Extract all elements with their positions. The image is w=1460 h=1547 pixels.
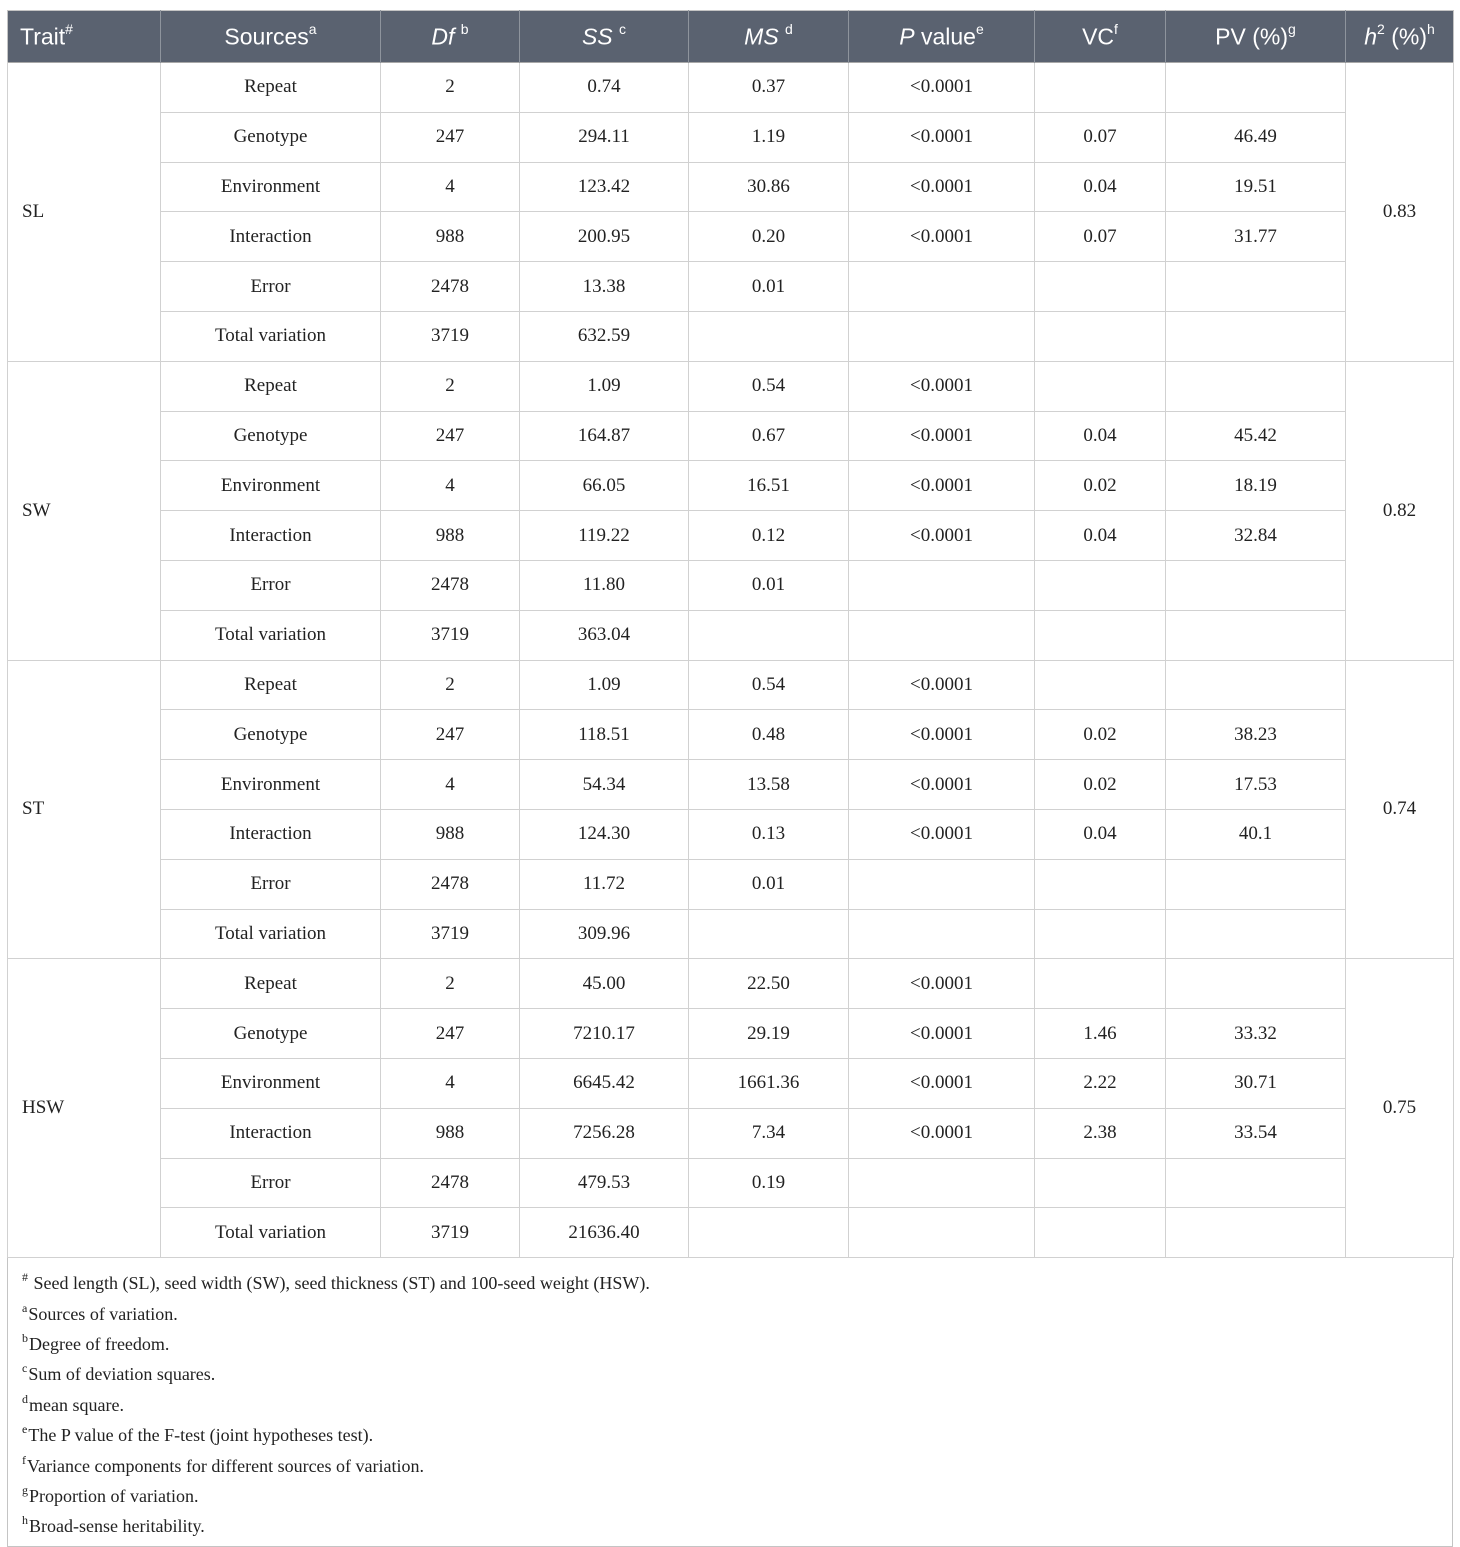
ms-cell: 0.54 bbox=[689, 660, 849, 710]
pv-cell bbox=[1166, 909, 1346, 959]
footnote-text: Sources of variation. bbox=[28, 1303, 178, 1324]
pv-cell: 46.49 bbox=[1166, 112, 1346, 162]
ss-cell: 54.34 bbox=[520, 760, 689, 810]
p-cell bbox=[849, 560, 1035, 610]
footnote bbox=[22, 1479, 1438, 1509]
footnote-mark: a bbox=[22, 1300, 28, 1315]
vc-cell: 0.04 bbox=[1035, 411, 1166, 461]
df-cell: 988 bbox=[381, 511, 520, 561]
ms-cell: 0.12 bbox=[689, 511, 849, 561]
table-row bbox=[8, 411, 1454, 461]
table-row bbox=[8, 1009, 1454, 1059]
p-cell: <0.0001 bbox=[849, 1058, 1035, 1108]
p-cell: <0.0001 bbox=[849, 212, 1035, 262]
ss-cell: 294.11 bbox=[520, 112, 689, 162]
header-trait: Trait# bbox=[8, 11, 161, 63]
df-cell: 2 bbox=[381, 660, 520, 710]
header-ss: SS $^c$ bbox=[520, 11, 689, 63]
source-cell: Interaction bbox=[161, 1108, 381, 1158]
source-cell: Repeat bbox=[161, 959, 381, 1009]
df-cell: 3719 bbox=[381, 311, 520, 361]
footnote-text: Broad-sense heritability. bbox=[29, 1516, 205, 1537]
vc-cell bbox=[1035, 1208, 1166, 1258]
source-cell: Environment bbox=[161, 1058, 381, 1108]
p-cell bbox=[849, 262, 1035, 312]
p-cell: <0.0001 bbox=[849, 1108, 1035, 1158]
ss-cell: 66.05 bbox=[520, 461, 689, 511]
footnote-text: Variance components for different sources of variation. bbox=[27, 1455, 425, 1476]
ms-cell: 29.19 bbox=[689, 1009, 849, 1059]
ss-cell: 119.22 bbox=[520, 511, 689, 561]
table-row bbox=[8, 63, 1454, 113]
vc-cell: 2.38 bbox=[1035, 1108, 1166, 1158]
footnote-mark: c bbox=[22, 1361, 28, 1376]
df-cell: 2478 bbox=[381, 560, 520, 610]
p-cell: <0.0001 bbox=[849, 511, 1035, 561]
vc-cell: 0.04 bbox=[1035, 511, 1166, 561]
p-cell: <0.0001 bbox=[849, 112, 1035, 162]
footnote bbox=[22, 1418, 1438, 1448]
vc-cell: 2.22 bbox=[1035, 1058, 1166, 1108]
df-cell: 247 bbox=[381, 112, 520, 162]
p-cell bbox=[849, 909, 1035, 959]
source-cell: Environment bbox=[161, 162, 381, 212]
ss-cell: 1.09 bbox=[520, 660, 689, 710]
table-row bbox=[8, 511, 1454, 561]
ms-cell: 0.54 bbox=[689, 361, 849, 411]
df-cell: 988 bbox=[381, 809, 520, 859]
df-cell: 2478 bbox=[381, 262, 520, 312]
header-vc: $VC^f$ bbox=[1035, 11, 1166, 63]
source-cell: Genotype bbox=[161, 1009, 381, 1059]
table-row bbox=[8, 361, 1454, 411]
df-cell: 4 bbox=[381, 1058, 520, 1108]
header-sources: Sources$^a$ bbox=[161, 11, 381, 63]
df-cell: 3719 bbox=[381, 909, 520, 959]
ss-cell: 7210.17 bbox=[520, 1009, 689, 1059]
vc-cell: 0.07 bbox=[1035, 112, 1166, 162]
ms-cell bbox=[689, 1208, 849, 1258]
footnote bbox=[22, 1449, 1438, 1479]
pv-cell bbox=[1166, 361, 1346, 411]
table-header bbox=[8, 11, 1454, 63]
p-cell bbox=[849, 1158, 1035, 1208]
p-cell: <0.0001 bbox=[849, 461, 1035, 511]
table-row bbox=[8, 461, 1454, 511]
source-cell: Repeat bbox=[161, 361, 381, 411]
df-cell: 2478 bbox=[381, 859, 520, 909]
df-cell: 2 bbox=[381, 361, 520, 411]
heritability-cell: 0.75 bbox=[1346, 959, 1454, 1258]
vc-cell bbox=[1035, 262, 1166, 312]
source-cell: Interaction bbox=[161, 212, 381, 262]
table-row bbox=[8, 859, 1454, 909]
ss-cell: 7256.28 bbox=[520, 1108, 689, 1158]
ss-cell: 6645.42 bbox=[520, 1058, 689, 1108]
table-row bbox=[8, 1058, 1454, 1108]
ms-cell: 0.48 bbox=[689, 710, 849, 760]
table-row bbox=[8, 1208, 1454, 1258]
pv-cell: 18.19 bbox=[1166, 461, 1346, 511]
table-footnotes bbox=[7, 1258, 1453, 1547]
ms-cell: 0.01 bbox=[689, 560, 849, 610]
footnote bbox=[22, 1357, 1438, 1387]
ms-cell: 1.19 bbox=[689, 112, 849, 162]
trait-cell: SL bbox=[8, 63, 161, 362]
table-row bbox=[8, 959, 1454, 1009]
p-cell bbox=[849, 311, 1035, 361]
vc-cell: 0.02 bbox=[1035, 710, 1166, 760]
source-cell: Total variation bbox=[161, 909, 381, 959]
ss-cell: 13.38 bbox=[520, 262, 689, 312]
header-ms: MS $^d$ bbox=[689, 11, 849, 63]
table-row bbox=[8, 262, 1454, 312]
ss-cell: 118.51 bbox=[520, 710, 689, 760]
table-row bbox=[8, 710, 1454, 760]
ss-cell: 1.09 bbox=[520, 361, 689, 411]
footnote-mark: # bbox=[22, 1270, 28, 1285]
table-row bbox=[8, 212, 1454, 262]
header-pv: PV (%)$^g$ bbox=[1166, 11, 1346, 63]
p-cell: <0.0001 bbox=[849, 660, 1035, 710]
table-row bbox=[8, 311, 1454, 361]
df-cell: 988 bbox=[381, 212, 520, 262]
ms-cell: 0.01 bbox=[689, 859, 849, 909]
footnote-mark: d bbox=[22, 1391, 28, 1406]
df-cell: 2478 bbox=[381, 1158, 520, 1208]
ss-cell: 0.74 bbox=[520, 63, 689, 113]
table-row bbox=[8, 560, 1454, 610]
pv-cell bbox=[1166, 560, 1346, 610]
anova-table-container bbox=[7, 10, 1453, 1547]
vc-cell: 1.46 bbox=[1035, 1009, 1166, 1059]
header-df: Df $^b$ bbox=[381, 11, 520, 63]
ms-cell: 0.20 bbox=[689, 212, 849, 262]
pv-cell: 45.42 bbox=[1166, 411, 1346, 461]
ss-cell: 200.95 bbox=[520, 212, 689, 262]
footnote-mark: g bbox=[22, 1482, 28, 1497]
vc-cell: 0.02 bbox=[1035, 760, 1166, 810]
p-cell: <0.0001 bbox=[849, 162, 1035, 212]
ms-cell: 30.86 bbox=[689, 162, 849, 212]
anova-table bbox=[7, 10, 1454, 1258]
p-cell: <0.0001 bbox=[849, 1009, 1035, 1059]
ss-cell: 632.59 bbox=[520, 311, 689, 361]
p-cell: <0.0001 bbox=[849, 959, 1035, 1009]
table-row bbox=[8, 909, 1454, 959]
df-cell: 2 bbox=[381, 63, 520, 113]
table-row bbox=[8, 660, 1454, 710]
p-cell: <0.0001 bbox=[849, 63, 1035, 113]
df-cell: 247 bbox=[381, 1009, 520, 1059]
vc-cell: 0.07 bbox=[1035, 212, 1166, 262]
p-cell: <0.0001 bbox=[849, 710, 1035, 760]
df-cell: 988 bbox=[381, 1108, 520, 1158]
ms-cell: 0.13 bbox=[689, 809, 849, 859]
vc-cell bbox=[1035, 1158, 1166, 1208]
df-cell: 3719 bbox=[381, 610, 520, 660]
source-cell: Interaction bbox=[161, 809, 381, 859]
footnote-text: Seed length (SL), seed width (SW), seed thickness (ST) and 100-seed weight (HSW). bbox=[29, 1273, 650, 1294]
footnote-text: The P value of the F-test (joint hypotheses test). bbox=[28, 1425, 374, 1446]
source-cell: Genotype bbox=[161, 112, 381, 162]
p-cell bbox=[849, 859, 1035, 909]
pv-cell: 40.1 bbox=[1166, 809, 1346, 859]
ss-cell: 123.42 bbox=[520, 162, 689, 212]
ms-cell bbox=[689, 610, 849, 660]
df-cell: 2 bbox=[381, 959, 520, 1009]
footnote-text: mean square. bbox=[29, 1394, 124, 1415]
ms-cell: 7.34 bbox=[689, 1108, 849, 1158]
p-cell bbox=[849, 610, 1035, 660]
p-cell: <0.0001 bbox=[849, 361, 1035, 411]
ms-cell bbox=[689, 311, 849, 361]
vc-cell: 0.04 bbox=[1035, 162, 1166, 212]
pv-cell bbox=[1166, 610, 1346, 660]
pv-cell bbox=[1166, 660, 1346, 710]
trait-cell: SW bbox=[8, 361, 161, 660]
pv-cell: 19.51 bbox=[1166, 162, 1346, 212]
header-row bbox=[8, 11, 1454, 63]
df-cell: 247 bbox=[381, 710, 520, 760]
source-cell: Environment bbox=[161, 760, 381, 810]
pv-cell: 33.54 bbox=[1166, 1108, 1346, 1158]
header-h2: $h^2$ (%)$^h$ bbox=[1346, 11, 1454, 63]
pv-cell bbox=[1166, 311, 1346, 361]
pv-cell bbox=[1166, 1208, 1346, 1258]
vc-cell bbox=[1035, 610, 1166, 660]
source-cell: Total variation bbox=[161, 610, 381, 660]
ms-cell: 1661.36 bbox=[689, 1058, 849, 1108]
p-cell: <0.0001 bbox=[849, 760, 1035, 810]
vc-cell bbox=[1035, 909, 1166, 959]
ms-cell: 0.19 bbox=[689, 1158, 849, 1208]
source-cell: Repeat bbox=[161, 660, 381, 710]
ss-cell: 11.72 bbox=[520, 859, 689, 909]
source-cell: Environment bbox=[161, 461, 381, 511]
ss-cell: 479.53 bbox=[520, 1158, 689, 1208]
table-row bbox=[8, 610, 1454, 660]
p-cell: <0.0001 bbox=[849, 411, 1035, 461]
heritability-cell: 0.74 bbox=[1346, 660, 1454, 959]
table-row bbox=[8, 162, 1454, 212]
vc-cell bbox=[1035, 560, 1166, 610]
ss-cell: 21636.40 bbox=[520, 1208, 689, 1258]
footnote-text: Proportion of variation. bbox=[29, 1485, 199, 1506]
ss-cell: 45.00 bbox=[520, 959, 689, 1009]
vc-cell bbox=[1035, 63, 1166, 113]
df-cell: 4 bbox=[381, 760, 520, 810]
ms-cell: 13.58 bbox=[689, 760, 849, 810]
df-cell: 4 bbox=[381, 162, 520, 212]
ms-cell bbox=[689, 909, 849, 959]
p-cell: <0.0001 bbox=[849, 809, 1035, 859]
source-cell: Repeat bbox=[161, 63, 381, 113]
footnote-mark: h bbox=[22, 1513, 28, 1528]
vc-cell: 0.04 bbox=[1035, 809, 1166, 859]
source-cell: Genotype bbox=[161, 710, 381, 760]
pv-cell bbox=[1166, 262, 1346, 312]
source-cell: Interaction bbox=[161, 511, 381, 561]
vc-cell: 0.02 bbox=[1035, 461, 1166, 511]
source-cell: Total variation bbox=[161, 1208, 381, 1258]
ss-cell: 124.30 bbox=[520, 809, 689, 859]
table-row bbox=[8, 760, 1454, 810]
footnote-mark: f bbox=[22, 1452, 26, 1467]
vc-cell bbox=[1035, 660, 1166, 710]
header-p-value: P value$^e$ bbox=[849, 11, 1035, 63]
ms-cell: 22.50 bbox=[689, 959, 849, 1009]
df-cell: 247 bbox=[381, 411, 520, 461]
footnote bbox=[22, 1327, 1438, 1357]
pv-cell: 32.84 bbox=[1166, 511, 1346, 561]
heritability-cell: 0.83 bbox=[1346, 63, 1454, 362]
pv-cell: 30.71 bbox=[1166, 1058, 1346, 1108]
pv-cell bbox=[1166, 859, 1346, 909]
heritability-cell: 0.82 bbox=[1346, 361, 1454, 660]
ms-cell: 0.01 bbox=[689, 262, 849, 312]
ss-cell: 11.80 bbox=[520, 560, 689, 610]
ms-cell: 0.37 bbox=[689, 63, 849, 113]
ss-cell: 309.96 bbox=[520, 909, 689, 959]
pv-cell bbox=[1166, 1158, 1346, 1208]
source-cell: Total variation bbox=[161, 311, 381, 361]
source-cell: Error bbox=[161, 262, 381, 312]
pv-cell: 31.77 bbox=[1166, 212, 1346, 262]
table-body bbox=[8, 63, 1454, 1258]
source-cell: Genotype bbox=[161, 411, 381, 461]
df-cell: 4 bbox=[381, 461, 520, 511]
footnote-text: Sum of deviation squares. bbox=[28, 1364, 216, 1385]
vc-cell bbox=[1035, 361, 1166, 411]
footnote-text: Degree of freedom. bbox=[29, 1333, 170, 1354]
footnote-mark: e bbox=[22, 1422, 28, 1437]
ms-cell: 16.51 bbox=[689, 461, 849, 511]
source-cell: Error bbox=[161, 1158, 381, 1208]
df-cell: 3719 bbox=[381, 1208, 520, 1258]
pv-cell: 17.53 bbox=[1166, 760, 1346, 810]
vc-cell bbox=[1035, 859, 1166, 909]
footnote bbox=[22, 1388, 1438, 1418]
pv-cell: 38.23 bbox=[1166, 710, 1346, 760]
footnote bbox=[22, 1509, 1438, 1539]
trait-cell: ST bbox=[8, 660, 161, 959]
source-cell: Error bbox=[161, 560, 381, 610]
pv-cell bbox=[1166, 959, 1346, 1009]
table-row bbox=[8, 112, 1454, 162]
vc-cell bbox=[1035, 959, 1166, 1009]
pv-cell bbox=[1166, 63, 1346, 113]
vc-cell bbox=[1035, 311, 1166, 361]
footnote-mark: b bbox=[22, 1330, 28, 1345]
footnote bbox=[22, 1266, 1438, 1296]
table-row bbox=[8, 1108, 1454, 1158]
footnote bbox=[22, 1297, 1438, 1327]
ss-cell: 164.87 bbox=[520, 411, 689, 461]
ss-cell: 363.04 bbox=[520, 610, 689, 660]
trait-cell: HSW bbox=[8, 959, 161, 1258]
p-cell bbox=[849, 1208, 1035, 1258]
table-row bbox=[8, 809, 1454, 859]
pv-cell: 33.32 bbox=[1166, 1009, 1346, 1059]
ms-cell: 0.67 bbox=[689, 411, 849, 461]
source-cell: Error bbox=[161, 859, 381, 909]
table-row bbox=[8, 1158, 1454, 1208]
